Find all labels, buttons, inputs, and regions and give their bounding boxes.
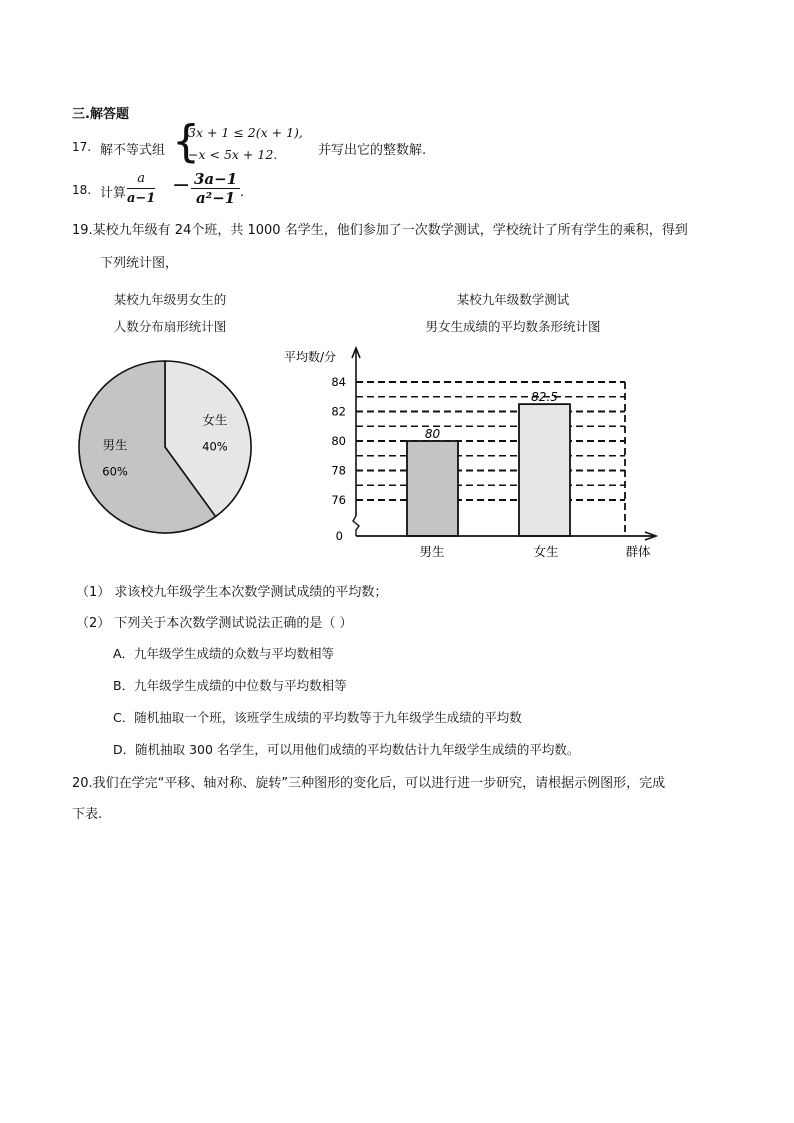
y-tick-label: 82 bbox=[331, 404, 346, 419]
y-axis-label: 平均数/分 bbox=[284, 350, 337, 364]
option-c: C．随机抽取一个班，该班学生成绩的平均数等于九年级学生成绩的平均数 bbox=[113, 710, 522, 725]
q19-line-2: 下列统计图， bbox=[100, 256, 179, 271]
q17-inequality-2: −x < 5x + 12. bbox=[188, 147, 278, 162]
bar-title-line-1: 某校九年级数学测试 bbox=[456, 292, 570, 307]
q17-suffix: 并写出它的整数解. bbox=[318, 143, 427, 158]
section-heading: 三.解答题 bbox=[72, 107, 129, 122]
q18-number: 18. bbox=[72, 183, 92, 197]
axis-break-icon bbox=[353, 516, 359, 536]
y-tick-label: 78 bbox=[331, 463, 346, 478]
bar-title-line-2: 男女生成绩的平均数条形统计图 bbox=[425, 319, 601, 334]
x-category-label: 群体 bbox=[625, 544, 651, 559]
bar-male bbox=[407, 441, 458, 536]
q18-minus: − bbox=[172, 173, 191, 198]
q18-fraction-2-denominator: a²−1 bbox=[195, 189, 236, 207]
q17-inequality-system bbox=[172, 116, 317, 169]
y-tick-label: 76 bbox=[331, 493, 346, 507]
option-d: D．随机抽取 300 名学生，可以用他们成绩的平均数估计九年级学生成绩的平均数。 bbox=[113, 742, 580, 757]
pie-value-female: 40% bbox=[202, 439, 228, 454]
bar-data-label: 82.5 bbox=[531, 390, 558, 405]
x-category-label: 女生 bbox=[533, 544, 559, 559]
q18-fraction-2 bbox=[191, 170, 240, 208]
bar-data-label: 80 bbox=[424, 427, 441, 441]
option-a: A．九年级学生成绩的众数与平均数相等 bbox=[113, 646, 335, 661]
q18-fraction-2-numerator: 3a−1 bbox=[191, 170, 240, 189]
q17-prompt: 解不等式组 bbox=[100, 143, 166, 158]
y-tick-label: 80 bbox=[331, 434, 346, 448]
q19-sub-1: （1） 求该校九年级学生本次数学测试成绩的平均数； bbox=[76, 585, 388, 600]
y-tick-label: 84 bbox=[331, 375, 346, 389]
pie-label-female: 女生 bbox=[202, 412, 228, 428]
q18-prompt: 计算 bbox=[100, 186, 127, 201]
q17-number: 17. bbox=[72, 140, 92, 154]
q18-fraction-1 bbox=[127, 170, 155, 208]
bar-female bbox=[519, 404, 570, 536]
pie-value-male: 60% bbox=[102, 464, 128, 479]
q18-fraction-1-denominator: a−1 bbox=[127, 191, 156, 206]
q20-line-2: 下表. bbox=[72, 807, 103, 822]
left-brace-icon: { bbox=[172, 116, 200, 167]
pie-label-male: 男生 bbox=[102, 437, 128, 453]
q18-end: . bbox=[240, 185, 245, 200]
pie-chart bbox=[70, 352, 260, 542]
q20-line-1: 20.我们在学完“平移、轴对称、旋转”三种图形的变化后，可以进行进一步研究，请根据示例图形，完成 bbox=[72, 776, 666, 791]
q19-sub-2: （2） 下列关于本次数学测试说法正确的是（ ） bbox=[76, 616, 353, 631]
pie-title-line-2: 人数分布扇形统计图 bbox=[113, 319, 227, 334]
option-b: B．九年级学生成绩的中位数与平均数相等 bbox=[113, 678, 347, 693]
origin-label: 0 bbox=[335, 529, 343, 543]
q19-line-1: 19.某校九年级有 24个班，共 1000 名学生，他们参加了一次数学测试，学校统计了所有学生的乘积，得到 bbox=[72, 223, 688, 238]
x-category-label: 男生 bbox=[419, 544, 445, 559]
pie-title-line-1: 某校九年级男女生的 bbox=[113, 292, 227, 307]
q17-inequality-1: 3x + 1 ≤ 2(x + 1), bbox=[188, 125, 303, 140]
bar-chart bbox=[270, 340, 670, 565]
q18-fraction-1-numerator: a bbox=[127, 170, 155, 189]
